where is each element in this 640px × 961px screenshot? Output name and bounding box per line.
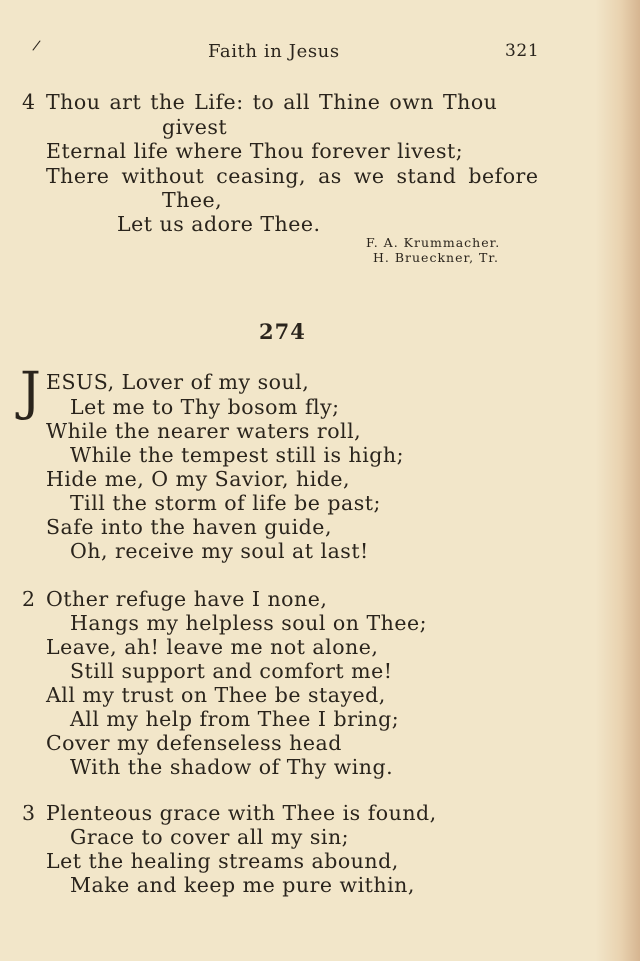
author-credit: F. A. Krummacher. bbox=[366, 235, 501, 250]
stanza-number: 2 bbox=[22, 587, 36, 611]
verse-line: Safe into the haven guide, bbox=[46, 515, 332, 539]
section-title: Faith in Jesus bbox=[208, 41, 340, 62]
verse-line: Cover my defenseless head bbox=[46, 731, 342, 755]
verse-line: Let the healing streams abound, bbox=[46, 849, 399, 873]
drop-cap: J bbox=[20, 362, 41, 422]
verse-line: There without ceasing, as we stand before bbox=[46, 164, 539, 188]
page-number: 321 bbox=[505, 41, 540, 61]
verse-line: While the nearer waters roll, bbox=[46, 419, 362, 443]
verse-line: While the tempest still is high; bbox=[70, 443, 404, 467]
verse-line: All my trust on Thee be stayed, bbox=[46, 683, 386, 707]
verse-line: Eternal life where Thou forever livest; bbox=[46, 139, 464, 163]
verse-line: All my help from Thee I bring; bbox=[70, 707, 400, 731]
verse-line: With the shadow of Thy wing. bbox=[70, 755, 394, 779]
verse-line: Other refuge have I none, bbox=[46, 587, 328, 611]
verse-line: Still support and comfort me! bbox=[70, 659, 393, 683]
stanza-number: 3 bbox=[22, 801, 36, 825]
hymn-number: 274 bbox=[259, 319, 306, 344]
verse-line: Till the storm of life be past; bbox=[70, 491, 381, 515]
verse-line: Let us adore Thee. bbox=[117, 212, 321, 236]
verse-line: Thee, bbox=[162, 188, 223, 212]
verse-line: Make and keep me pure within, bbox=[70, 873, 415, 897]
verse-line: Plenteous grace with Thee is found, bbox=[46, 801, 437, 825]
stanza-number: 4 bbox=[22, 90, 36, 114]
verse-line: Grace to cover all my sin; bbox=[70, 825, 350, 849]
verse-line: Hangs my helpless soul on Thee; bbox=[70, 611, 428, 635]
verse-line: Thou art the Life: to all Thine own Thou bbox=[46, 90, 498, 114]
verse-line: Let me to Thy bosom fly; bbox=[70, 395, 340, 419]
verse-line: Oh, receive my soul at last! bbox=[70, 539, 369, 563]
running-header bbox=[0, 38, 640, 68]
verse-line: Hide me, O my Savior, hide, bbox=[46, 467, 351, 491]
translator-credit: H. Brueckner, Tr. bbox=[373, 250, 499, 265]
verse-line: ESUS, Lover of my soul, bbox=[46, 370, 310, 394]
print-mark: / bbox=[31, 37, 42, 55]
verse-line: givest bbox=[162, 115, 228, 139]
verse-line: Leave, ah! leave me not alone, bbox=[46, 635, 379, 659]
